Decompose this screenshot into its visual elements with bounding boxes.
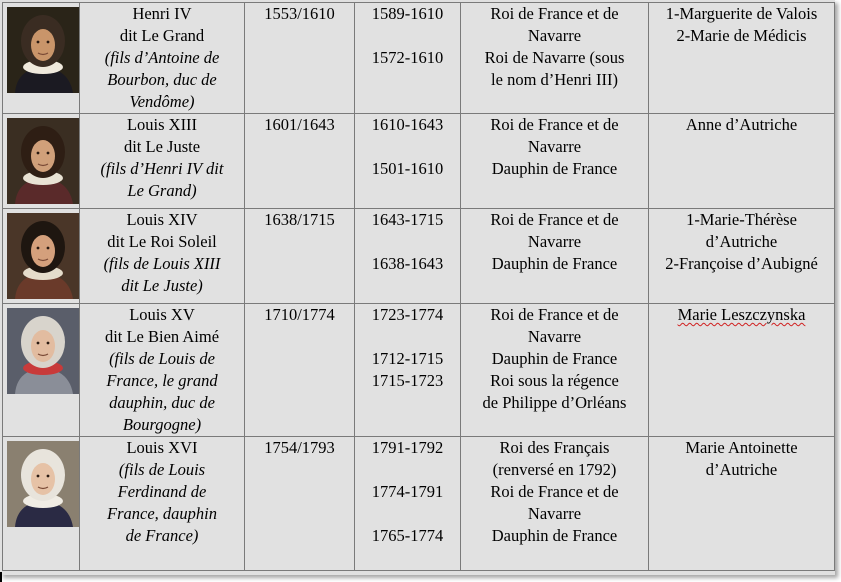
title-line: Dauphin de France [491, 526, 618, 545]
king-name-line: Louis XVI [126, 438, 198, 457]
spouse-name: 1-Marguerite de Valois [665, 4, 818, 23]
reign-period: 1791-1792 [371, 438, 444, 457]
titles-cell [461, 304, 649, 437]
reign-period: 1589-1610 [371, 4, 444, 23]
king-name-cell [80, 3, 245, 114]
spouse-cell [649, 114, 835, 209]
king-name-cell [80, 437, 245, 571]
reign-dates-cell [355, 437, 461, 571]
title-line: Roi de France et de [490, 482, 619, 501]
king-name-line: Henri IV [132, 4, 192, 23]
spacer [355, 503, 460, 525]
table-row [3, 114, 835, 209]
reign-period: 1712-1715 [371, 349, 444, 368]
parentage-line: France, dauphin [107, 504, 217, 523]
title-line: Roi de France et de [490, 210, 619, 229]
spacer [355, 25, 460, 47]
title-line: Navarre [527, 232, 582, 251]
parentage-line: (fils de Louis [118, 460, 206, 479]
reign-period: 1774-1791 [371, 482, 444, 501]
spouse-name: 2-Françoise d’Aubigné [665, 254, 818, 273]
parentage-line: France, le grand [106, 371, 218, 390]
spacer [355, 326, 460, 348]
king-name-line: dit Le Roi Soleil [107, 232, 217, 251]
portrait-cell [3, 114, 80, 209]
kings-table [2, 2, 835, 571]
title-line: Dauphin de France [491, 349, 618, 368]
reign-period: 1715-1723 [371, 371, 444, 390]
title-line: Roi de Navarre (sous [484, 48, 625, 67]
spouse-name: 1-Marie-Thérèse [686, 210, 797, 229]
king-name-cell [80, 114, 245, 209]
lifespan-cell: 1754/1793 [245, 437, 355, 571]
spacer [355, 136, 460, 158]
title-line: Navarre [527, 504, 582, 523]
reign-dates-cell [355, 114, 461, 209]
parentage-line: de France) [125, 526, 199, 545]
parentage-line: Vendôme) [129, 92, 195, 111]
titles-cell [461, 3, 649, 114]
reign-period: 1723-1774 [371, 305, 444, 324]
portrait-cell [3, 437, 80, 571]
reign-period: 1643-1715 [371, 210, 444, 229]
parentage-line: dit Le Juste) [121, 276, 203, 295]
titles-cell [461, 437, 649, 571]
title-line: Roi de France et de [490, 115, 619, 134]
titles-cell [461, 209, 649, 304]
spouse-name: Marie Antoinette [685, 438, 798, 457]
portrait-image [7, 118, 79, 204]
spacer [355, 69, 460, 91]
table-row [3, 304, 835, 437]
lifespan-cell: 1553/1610 [245, 3, 355, 114]
lifespan-cell: 1638/1715 [245, 209, 355, 304]
parentage-line: dauphin, duc de [109, 393, 215, 412]
title-line: de Philippe d’Orléans [482, 393, 627, 412]
parentage-line: (fils d’Henri IV dit [100, 159, 224, 178]
king-name-line: dit Le Bien Aimé [104, 327, 220, 346]
spouse-name: d’Autriche [705, 460, 778, 479]
spacer [355, 459, 460, 481]
reign-period: 1610-1643 [371, 115, 444, 134]
reign-period: 1765-1774 [371, 526, 444, 545]
portrait-image [7, 441, 79, 527]
portrait-cell [3, 304, 80, 437]
spouse-name: d’Autriche [705, 232, 778, 251]
king-name-line: Louis XIV [126, 210, 198, 229]
portrait-image [7, 213, 79, 299]
king-name-line: Louis XV [129, 305, 195, 324]
reign-dates-cell [355, 209, 461, 304]
portrait-cell [3, 3, 80, 114]
title-line: Roi de France et de [490, 305, 619, 324]
spouse-cell [649, 209, 835, 304]
reign-period: 1638-1643 [371, 254, 444, 273]
parentage-line: Bourgogne) [122, 415, 202, 434]
portrait-image [7, 7, 79, 93]
spouse-cell [649, 3, 835, 114]
title-line: Navarre [527, 137, 582, 156]
reign-dates-cell [355, 304, 461, 437]
spouse-name: Anne d’Autriche [685, 115, 798, 134]
title-line: (renversé en 1792) [492, 460, 617, 479]
reign-dates-cell [355, 3, 461, 114]
parentage-line: Ferdinand de [117, 482, 207, 501]
title-line: Dauphin de France [491, 254, 618, 273]
spouse-cell [649, 304, 835, 437]
king-name-cell [80, 304, 245, 437]
parentage-line: Le Grand) [127, 181, 197, 200]
spouse-name: Marie Leszczynska [677, 305, 806, 324]
title-line: Roi de France et de [490, 4, 619, 23]
portrait-image [7, 308, 79, 394]
spouse-name: 2-Marie de Médicis [676, 26, 807, 45]
reign-period: 1572-1610 [371, 48, 444, 67]
parentage-line: Bourbon, duc de [107, 70, 217, 89]
spouse-cell [649, 437, 835, 571]
title-line: le nom d’Henri III) [491, 70, 618, 89]
title-line: Navarre [527, 327, 582, 346]
parentage-line: (fils d’Antoine de [104, 48, 220, 67]
titles-cell [461, 114, 649, 209]
table-row [3, 437, 835, 571]
parentage-line: (fils de Louis de [109, 349, 215, 368]
lifespan-cell: 1601/1643 [245, 114, 355, 209]
reign-period: 1501-1610 [371, 159, 444, 178]
king-name-line: dit Le Juste [123, 137, 201, 156]
king-name-line: Louis XIII [126, 115, 198, 134]
title-line: Dauphin de France [491, 159, 618, 178]
cursor-mark [0, 572, 2, 582]
spacer [355, 231, 460, 253]
title-line: Roi des Français [499, 438, 610, 457]
king-name-line: dit Le Grand [119, 26, 205, 45]
king-name-cell [80, 209, 245, 304]
portrait-cell [3, 209, 80, 304]
title-line: Navarre [527, 26, 582, 45]
title-line: Roi sous la régence [490, 371, 619, 390]
lifespan-cell: 1710/1774 [245, 304, 355, 437]
parentage-line: (fils de Louis XIII [103, 254, 221, 273]
table-row [3, 209, 835, 304]
table-row [3, 3, 835, 114]
